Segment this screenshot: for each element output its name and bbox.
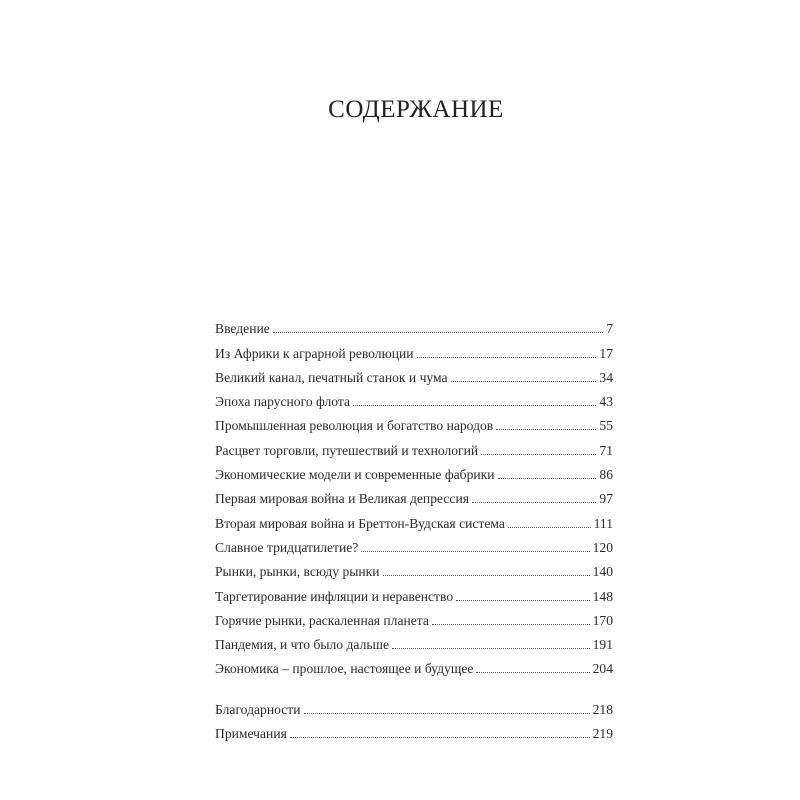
toc-entry-title: Славное тридцатилетие?: [215, 539, 359, 555]
toc-backmatter: [215, 693, 613, 742]
dot-leader: [498, 478, 597, 479]
dot-leader: [496, 429, 596, 430]
dot-leader: [451, 381, 597, 382]
dot-leader: [432, 624, 590, 625]
toc-entry-page-number: 34: [599, 369, 613, 385]
toc-entry-title: Вторая мировая война и Бреттон-Вудская система: [215, 515, 505, 531]
toc-entry: [215, 362, 613, 386]
dot-leader: [273, 332, 603, 333]
dot-leader: [290, 737, 590, 738]
dot-leader: [456, 600, 589, 601]
toc-entry-title: Из Африки к аграрной революции: [215, 345, 414, 361]
toc-entry-page-number: 191: [592, 637, 613, 653]
dot-leader: [481, 454, 596, 455]
toc-entry-page-number: 17: [599, 345, 613, 361]
toc-entry-page-number: 120: [592, 539, 613, 555]
toc-entry-title: Введение: [215, 321, 270, 337]
toc-entry-title: Первая мировая война и Великая депрессия: [215, 491, 469, 507]
dot-leader: [383, 575, 590, 576]
toc-entry-page-number: 43: [599, 394, 613, 410]
dot-leader: [361, 551, 589, 552]
toc-entry-page-number: 148: [592, 588, 613, 604]
toc-entry-title: Эпоха парусного флота: [215, 394, 351, 410]
dot-leader: [476, 672, 589, 673]
toc-entry: [215, 532, 613, 556]
toc-entry: [215, 386, 613, 410]
toc-entry-title: Таргетирование инфляции и неравенство: [215, 588, 454, 604]
toc-entry: [215, 434, 613, 458]
toc-entry-page-number: 97: [599, 491, 613, 507]
toc-entry: [215, 483, 613, 507]
toc-entry: [215, 337, 613, 361]
toc-entry-page-number: 140: [592, 564, 613, 580]
toc-entry-page-number: 7: [606, 321, 613, 337]
toc-entry: [215, 410, 613, 434]
toc-entry-page-number: 218: [592, 701, 613, 717]
toc-entry: [215, 459, 613, 483]
toc-entry-title: Благодарности: [215, 701, 301, 717]
toc-chapters: [215, 313, 613, 677]
toc-entry: [215, 313, 613, 337]
toc-entry-title: Примечания: [215, 726, 287, 742]
toc-entry: [215, 580, 613, 604]
toc-entry-page-number: 55: [599, 418, 613, 434]
dot-leader: [304, 713, 590, 714]
dot-leader: [417, 357, 597, 358]
toc-entry-page-number: 71: [599, 442, 613, 458]
toc-entry-title: Великий канал, печатный станок и чума: [215, 369, 448, 385]
toc-entry-title: Расцвет торговли, путешествий и технологий: [215, 442, 479, 458]
toc-entry-title: Пандемия, и что было дальше: [215, 637, 390, 653]
dot-leader: [508, 527, 591, 528]
toc-entry-page-number: 204: [592, 661, 613, 677]
toc-entry-title: Рынки, рынки, всюду рынки: [215, 564, 380, 580]
toc-entry: [215, 653, 613, 677]
toc-entry-page-number: 170: [592, 612, 613, 628]
toc-entry-title: Экономические модели и современные фабрики: [215, 467, 495, 483]
dot-leader: [353, 405, 596, 406]
toc-entry: [215, 605, 613, 629]
toc-entry-title: Промышленная революция и богатство народов: [215, 418, 494, 434]
toc-divider-space: [215, 677, 613, 693]
table-of-contents: [215, 313, 613, 742]
toc-entry-title: Горячие рынки, раскаленная планета: [215, 612, 429, 628]
toc-entry-page-number: 111: [593, 515, 613, 531]
page-title: СОДЕРЖАНИЕ: [328, 96, 504, 123]
toc-entry: [215, 629, 613, 653]
toc-entry: [215, 556, 613, 580]
toc-entry: [215, 693, 613, 717]
toc-entry: [215, 718, 613, 742]
dot-leader: [472, 502, 596, 503]
toc-entry: [215, 507, 613, 531]
toc-entry-page-number: 219: [592, 726, 613, 742]
dot-leader: [392, 648, 590, 649]
toc-entry-title: Экономика – прошлое, настоящее и будущее: [215, 661, 474, 677]
toc-entry-page-number: 86: [599, 467, 613, 483]
